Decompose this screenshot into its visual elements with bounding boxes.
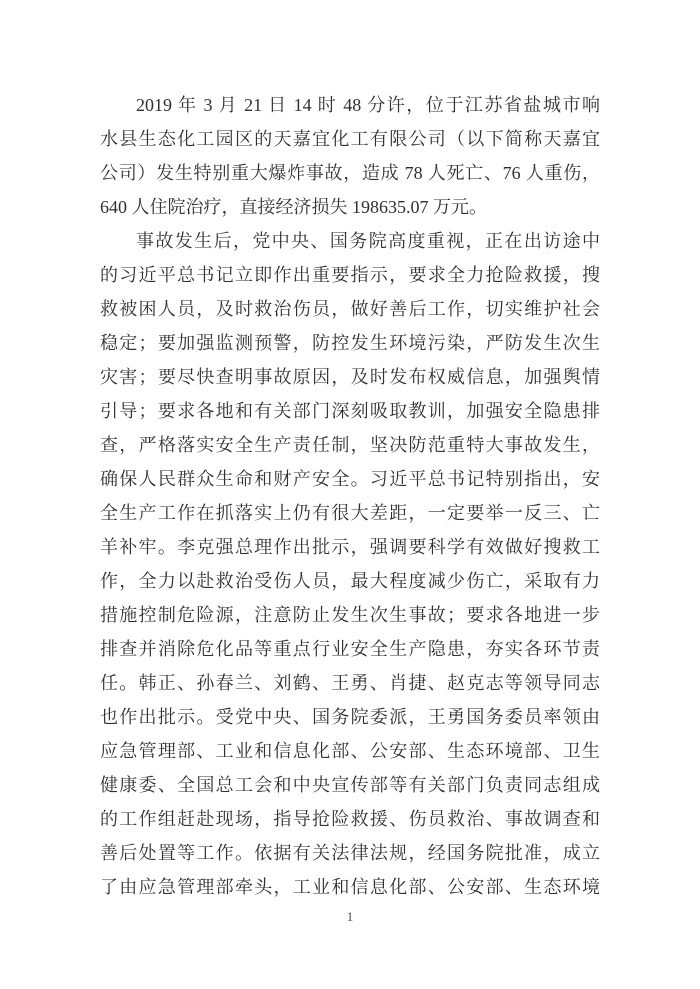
text-line: 2019 年 3 月 21 日 14 时 48 分许，位于江苏省盐城市响 <box>136 95 600 115</box>
text-line: 640 人住院治疗，直接经济损失 198635.07 万元。 <box>100 197 487 217</box>
text-line: 灾害；要尽快查明事故原因，及时发布权威信息，加强舆情 <box>100 367 600 387</box>
text-line: 了由应急管理部牵头，工业和信息化部、公安部、生态环境 <box>100 877 600 897</box>
text-line: 善后处置等工作。依据有关法律法规，经国务院批准，成立 <box>100 843 600 863</box>
text-line: 公司）发生特别重大爆炸事故，造成 78 人死亡、76 人重伤， <box>100 163 600 183</box>
text-line: 稳定；要加强监测预警，防控发生环境污染，严防发生次生 <box>100 333 600 353</box>
text-line: 救被困人员，及时救治伤员，做好善后工作，切实维护社会 <box>100 299 600 319</box>
text-line: 水县生态化工园区的天嘉宜化工有限公司（以下简称天嘉宜 <box>100 129 600 149</box>
text-line: 确保人民群众生命和财产安全。习近平总书记特别指出，安 <box>100 469 600 489</box>
text-line: 措施控制危险源，注意防止发生次生事故；要求各地进一步 <box>100 605 600 625</box>
text-line: 查，严格落实安全生产责任制，坚决防范重特大事故发生， <box>100 435 600 455</box>
text-line: 也作出批示。受党中央、国务院委派，王勇国务委员率领由 <box>100 707 600 727</box>
text-line: 健康委、全国总工会和中央宣传部等有关部门负责同志组成 <box>100 775 600 795</box>
text-line: 任。韩正、孙春兰、刘鹤、王勇、肖捷、赵克志等领导同志 <box>100 673 600 693</box>
text-line: 的工作组赶赴现场，指导抢险救援、伤员救治、事故调查和 <box>100 809 600 829</box>
text-line: 引导；要求各地和有关部门深刻吸取教训，加强安全隐患排 <box>100 401 600 421</box>
text-line: 应急管理部、工业和信息化部、公安部、生态环境部、卫生 <box>100 741 600 761</box>
text-line: 羊补牢。李克强总理作出批示，强调要科学有效做好搜救工 <box>100 537 600 557</box>
text-line: 事故发生后，党中央、国务院高度重视，正在出访途中 <box>136 231 600 251</box>
text-line: 作，全力以赴救治受伤人员，最大程度减少伤亡，采取有力 <box>100 571 600 591</box>
body-text <box>100 88 600 904</box>
text-line: 排查并消除危化品等重点行业安全生产隐患，夯实各环节责 <box>100 639 600 659</box>
page-number: 1 <box>346 909 354 924</box>
text-line: 的习近平总书记立即作出重要指示，要求全力抢险救援，搜 <box>100 265 600 285</box>
text-line: 全生产工作在抓落实上仍有很大差距，一定要举一反三、亡 <box>100 503 600 523</box>
